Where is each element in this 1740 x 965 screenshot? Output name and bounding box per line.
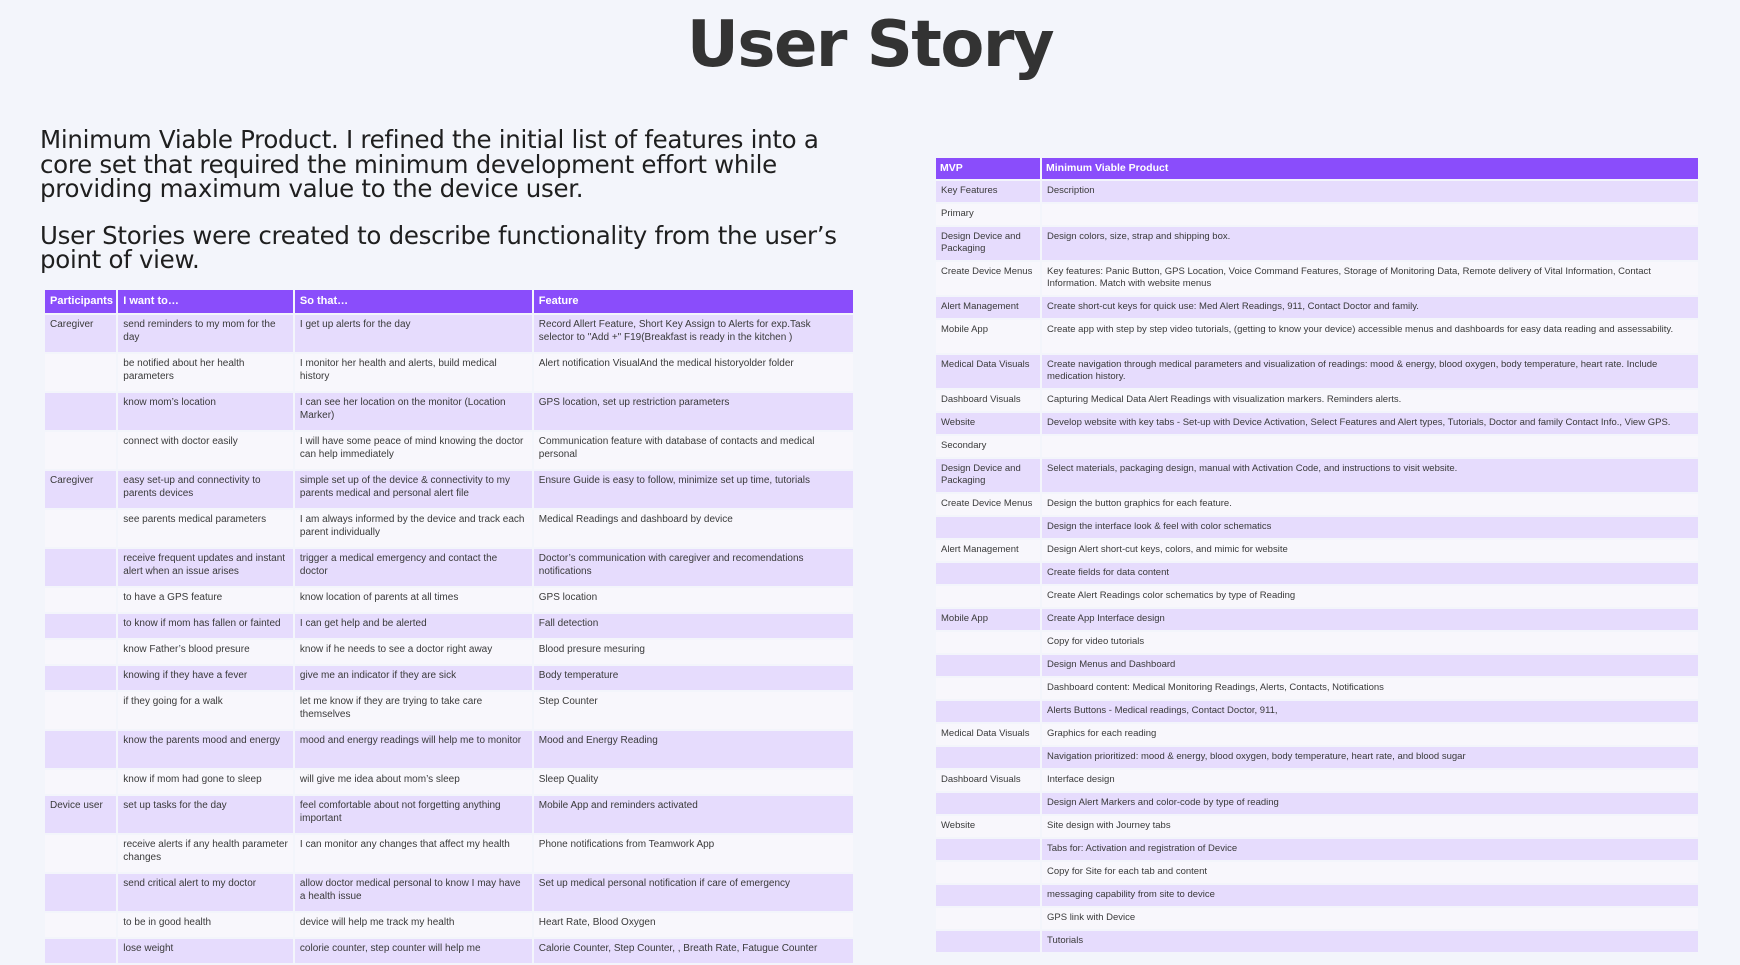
so-that-cell: trigger a medical emergency and contact the doctor <box>295 549 532 586</box>
feature-cell: Mobile App and reminders activated <box>534 796 853 833</box>
feature-cell: Medical Readings and dashboard by device <box>534 510 853 547</box>
mvp-feature-cell <box>936 747 1040 768</box>
feature-cell: Fall detection <box>534 614 853 638</box>
participant-cell <box>45 640 116 664</box>
mvp-description-cell: Alerts Buttons - Medical readings, Contact Doctor, 911, <box>1042 701 1698 722</box>
participant-cell <box>45 432 116 469</box>
participant-cell <box>45 913 116 937</box>
table-row <box>45 549 853 586</box>
mvp-description-cell: Site design with Journey tabs <box>1042 816 1698 837</box>
table-row <box>936 517 1698 538</box>
mvp-description-cell: Capturing Medical Data Alert Readings with visualization markers. Reminders alerts. <box>1042 390 1698 411</box>
i-want-to-cell: send reminders to my mom for the day <box>118 315 293 352</box>
intro-paragraph-user-stories: User Stories were created to describe functionality from the user’s point of view. <box>40 220 837 274</box>
user-stories-header-row <box>45 290 853 313</box>
mvp-header-row <box>936 158 1698 179</box>
table-row <box>45 432 853 469</box>
intro-paragraph-mvp: Minimum Viable Product. I refined the initial list of features into a core set that required the minimum development effort while providing maximum value to the device user. <box>40 125 819 203</box>
table-row <box>936 931 1698 952</box>
mvp-feature-cell <box>936 931 1040 952</box>
participant-cell: Device user <box>45 796 116 833</box>
table-row <box>45 666 853 690</box>
mvp-feature-cell: Secondary <box>936 436 1040 457</box>
mvp-description-cell: Tutorials <box>1042 931 1698 952</box>
mvp-feature-cell <box>936 701 1040 722</box>
so-that-cell: know if he needs to see a doctor right away <box>295 640 532 664</box>
table-row <box>936 494 1698 515</box>
mvp-description-cell <box>1042 204 1698 225</box>
so-that-cell: I will have some peace of mind knowing the doctor can help immediately <box>295 432 532 469</box>
mvp-description-cell: Create App Interface design <box>1042 609 1698 630</box>
table-row <box>936 436 1698 457</box>
mvp-description-cell: messaging capability from site to device <box>1042 885 1698 906</box>
mvp-description-cell: Create short-cut keys for quick use: Med Alert Readings, 911, Contact Doctor and family. <box>1042 297 1698 318</box>
feature-cell: Alert notification VisualAnd the medical historyolder folder <box>534 354 853 391</box>
i-want-to-cell: be notified about her health parameters <box>118 354 293 391</box>
mvp-feature-cell: Dashboard Visuals <box>936 390 1040 411</box>
table-row <box>936 632 1698 653</box>
mvp-feature-cell <box>936 862 1040 883</box>
mvp-description-cell: Interface design <box>1042 770 1698 791</box>
participant-cell <box>45 666 116 690</box>
header-i-want-to: I want to… <box>118 290 293 313</box>
i-want-to-cell: send critical alert to my doctor <box>118 874 293 911</box>
mvp-description-cell: Develop website with key tabs - Set-up with Device Activation, Select Features and Alert types, Tutorials, Doctor and family Contact Info., View GPS. <box>1042 413 1698 434</box>
i-want-to-cell: know if mom had gone to sleep <box>118 770 293 794</box>
so-that-cell: I can monitor any changes that affect my health <box>295 835 532 872</box>
i-want-to-cell: receive alerts if any health parameter changes <box>118 835 293 872</box>
table-row <box>45 939 853 963</box>
header-mvp: MVP <box>936 158 1040 179</box>
so-that-cell: I am always informed by the device and track each parent individually <box>295 510 532 547</box>
i-want-to-cell: connect with doctor easily <box>118 432 293 469</box>
mvp-description-cell: Copy for Site for each tab and content <box>1042 862 1698 883</box>
i-want-to-cell: if they going for a walk <box>118 692 293 729</box>
table-row <box>45 614 853 638</box>
mvp-description-cell: Create navigation through medical parameters and visualization of readings: mood & energy, blood oxygen, body temperature, heart rate. Include medication history. <box>1042 355 1698 388</box>
participant-cell <box>45 510 116 547</box>
participant-cell: Caregiver <box>45 315 116 352</box>
i-want-to-cell: to know if mom has fallen or fainted <box>118 614 293 638</box>
table-row <box>936 724 1698 745</box>
feature-cell: Body temperature <box>534 666 853 690</box>
so-that-cell: device will help me track my health <box>295 913 532 937</box>
i-want-to-cell: receive frequent updates and instant alert when an issue arises <box>118 549 293 586</box>
so-that-cell: let me know if they are trying to take care themselves <box>295 692 532 729</box>
table-row <box>45 315 853 352</box>
table-row <box>936 885 1698 906</box>
so-that-cell: I get up alerts for the day <box>295 315 532 352</box>
table-row <box>45 471 853 508</box>
mvp-description-cell: Design Alert Markers and color-code by type of reading <box>1042 793 1698 814</box>
mvp-feature-cell: Create Device Menus <box>936 494 1040 515</box>
table-row <box>45 835 853 872</box>
so-that-cell: I can see her location on the monitor (Location Marker) <box>295 393 532 430</box>
table-row <box>936 908 1698 929</box>
table-row <box>936 586 1698 607</box>
so-that-cell: will give me idea about mom’s sleep <box>295 770 532 794</box>
table-row <box>936 862 1698 883</box>
mvp-description-cell: Design colors, size, strap and shipping box. <box>1042 227 1698 260</box>
feature-cell: Record Allert Feature, Short Key Assign to Alerts for exp.Task selector to "Add +" F19(Breakfast is ready in the kitchen ) <box>534 315 853 352</box>
so-that-cell: give me an indicator if they are sick <box>295 666 532 690</box>
mvp-description-cell: Graphics for each reading <box>1042 724 1698 745</box>
i-want-to-cell: know the parents mood and energy <box>118 731 293 768</box>
table-row <box>936 355 1698 388</box>
mvp-description-cell: GPS link with Device <box>1042 908 1698 929</box>
mvp-description-cell: Design Menus and Dashboard <box>1042 655 1698 676</box>
table-row <box>936 793 1698 814</box>
table-row <box>936 204 1698 225</box>
table-row <box>936 655 1698 676</box>
participant-cell <box>45 939 116 963</box>
mvp-feature-cell: Dashboard Visuals <box>936 770 1040 791</box>
feature-cell: Step Counter <box>534 692 853 729</box>
table-row <box>45 692 853 729</box>
table-row <box>936 227 1698 260</box>
table-row <box>936 390 1698 411</box>
mvp-feature-cell <box>936 793 1040 814</box>
so-that-cell: I can get help and be alerted <box>295 614 532 638</box>
mvp-feature-cell: Key Features <box>936 181 1040 202</box>
table-row <box>936 413 1698 434</box>
table-row <box>45 393 853 430</box>
table-row <box>936 609 1698 630</box>
participant-cell <box>45 614 116 638</box>
mvp-feature-cell: Alert Management <box>936 297 1040 318</box>
feature-cell: Mood and Energy Reading <box>534 731 853 768</box>
mvp-feature-cell <box>936 839 1040 860</box>
mvp-description-cell: Dashboard content: Medical Monitoring Readings, Alerts, Contacts, Notifications <box>1042 678 1698 699</box>
mvp-feature-cell <box>936 885 1040 906</box>
participant-cell: Caregiver <box>45 471 116 508</box>
mvp-description-cell: Design the button graphics for each feature. <box>1042 494 1698 515</box>
table-row <box>936 839 1698 860</box>
mvp-feature-cell: Website <box>936 816 1040 837</box>
feature-cell: Calorie Counter, Step Counter, , Breath Rate, Fatugue Counter <box>534 939 853 963</box>
table-row <box>936 262 1698 295</box>
mvp-table <box>934 156 1700 954</box>
user-stories-table <box>43 288 855 965</box>
mvp-description-cell: Create app with step by step video tutorials, (getting to know your device) accessible menus and dashboards for easy data reading and assessability. <box>1042 320 1698 353</box>
i-want-to-cell: lose weight <box>118 939 293 963</box>
table-row <box>936 563 1698 584</box>
mvp-description-cell: Create fields for data content <box>1042 563 1698 584</box>
mvp-description-cell: Select materials, packaging design, manual with Activation Code, and instructions to visit website. <box>1042 459 1698 492</box>
mvp-body <box>936 181 1698 952</box>
page-title: User Story <box>686 8 1054 82</box>
mvp-description-cell: Description <box>1042 181 1698 202</box>
mvp-feature-cell <box>936 517 1040 538</box>
table-row <box>45 770 853 794</box>
table-row <box>45 354 853 391</box>
table-row <box>936 459 1698 492</box>
i-want-to-cell: to have a GPS feature <box>118 588 293 612</box>
table-row <box>45 588 853 612</box>
feature-cell: Heart Rate, Blood Oxygen <box>534 913 853 937</box>
participant-cell <box>45 354 116 391</box>
table-row <box>936 678 1698 699</box>
participant-cell <box>45 588 116 612</box>
mvp-feature-cell: Primary <box>936 204 1040 225</box>
mvp-feature-cell <box>936 632 1040 653</box>
mvp-feature-cell: Mobile App <box>936 320 1040 353</box>
header-participants: Participants <box>45 290 116 313</box>
feature-cell: Set up medical personal notification if care of emergency <box>534 874 853 911</box>
mvp-description-cell: Copy for video tutorials <box>1042 632 1698 653</box>
participant-cell <box>45 393 116 430</box>
mvp-feature-cell: Medical Data Visuals <box>936 355 1040 388</box>
table-row <box>936 540 1698 561</box>
mvp-description-cell <box>1042 436 1698 457</box>
user-stories-body <box>45 315 853 963</box>
mvp-description-cell: Design the interface look & feel with color schematics <box>1042 517 1698 538</box>
so-that-cell: mood and energy readings will help me to monitor <box>295 731 532 768</box>
feature-cell: GPS location, set up restriction parameters <box>534 393 853 430</box>
table-row <box>45 640 853 664</box>
mvp-feature-cell <box>936 678 1040 699</box>
so-that-cell: know location of parents at all times <box>295 588 532 612</box>
participant-cell <box>45 731 116 768</box>
mvp-feature-cell: Mobile App <box>936 609 1040 630</box>
feature-cell: Communication feature with database of contacts and medical personal <box>534 432 853 469</box>
so-that-cell: I monitor her health and alerts, build medical history <box>295 354 532 391</box>
participant-cell <box>45 692 116 729</box>
mvp-feature-cell <box>936 655 1040 676</box>
table-row <box>45 796 853 833</box>
table-row <box>936 770 1698 791</box>
feature-cell: Ensure Guide is easy to follow, minimize set up time, tutorials <box>534 471 853 508</box>
i-want-to-cell: set up tasks for the day <box>118 796 293 833</box>
header-minimum-viable-product: Minimum Viable Product <box>1042 158 1698 179</box>
feature-cell: Phone notifications from Teamwork App <box>534 835 853 872</box>
i-want-to-cell: knowing if they have a fever <box>118 666 293 690</box>
table-row <box>45 731 853 768</box>
mvp-feature-cell: Design Device and Packaging <box>936 459 1040 492</box>
table-row <box>936 816 1698 837</box>
intro-text <box>40 125 875 274</box>
mvp-description-cell: Design Alert short-cut keys, colors, and mimic for website <box>1042 540 1698 561</box>
i-want-to-cell: easy set-up and connectivity to parents devices <box>118 471 293 508</box>
feature-cell: Sleep Quality <box>534 770 853 794</box>
participant-cell <box>45 835 116 872</box>
i-want-to-cell: know mom’s location <box>118 393 293 430</box>
mvp-feature-cell: Website <box>936 413 1040 434</box>
i-want-to-cell: know Father’s blood presure <box>118 640 293 664</box>
mvp-feature-cell <box>936 908 1040 929</box>
table-row <box>45 913 853 937</box>
header-so-that: So that… <box>295 290 532 313</box>
mvp-description-cell: Navigation prioritized: mood & energy, blood oxygen, body temperature, heart rate, and blood sugar <box>1042 747 1698 768</box>
feature-cell: GPS location <box>534 588 853 612</box>
mvp-description-cell: Key features: Panic Button, GPS Location, Voice Command Features, Storage of Monitoring Data, Remote delivery of Vital Information, Contact Information. Match with website menus <box>1042 262 1698 295</box>
so-that-cell: allow doctor medical personal to know I may have a health issue <box>295 874 532 911</box>
feature-cell: Doctor’s communication with caregiver and recomendations notifications <box>534 549 853 586</box>
table-row <box>936 297 1698 318</box>
table-row <box>45 510 853 547</box>
header-feature: Feature <box>534 290 853 313</box>
feature-cell: Blood presure mesuring <box>534 640 853 664</box>
so-that-cell: simple set up of the device & connectivity to my parents medical and personal alert file <box>295 471 532 508</box>
table-row <box>45 874 853 911</box>
mvp-feature-cell <box>936 586 1040 607</box>
so-that-cell: feel comfortable about not forgetting anything important <box>295 796 532 833</box>
i-want-to-cell: to be in good health <box>118 913 293 937</box>
table-row <box>936 181 1698 202</box>
participant-cell <box>45 874 116 911</box>
i-want-to-cell: see parents medical parameters <box>118 510 293 547</box>
mvp-description-cell: Tabs for: Activation and registration of Device <box>1042 839 1698 860</box>
mvp-feature-cell <box>936 563 1040 584</box>
table-row <box>936 701 1698 722</box>
so-that-cell: colorie counter, step counter will help me <box>295 939 532 963</box>
participant-cell <box>45 549 116 586</box>
mvp-feature-cell: Create Device Menus <box>936 262 1040 295</box>
mvp-feature-cell: Design Device and Packaging <box>936 227 1040 260</box>
table-row <box>936 747 1698 768</box>
mvp-feature-cell: Alert Management <box>936 540 1040 561</box>
mvp-feature-cell: Medical Data Visuals <box>936 724 1040 745</box>
table-row <box>936 320 1698 353</box>
mvp-description-cell: Create Alert Readings color schematics by type of Reading <box>1042 586 1698 607</box>
participant-cell <box>45 770 116 794</box>
